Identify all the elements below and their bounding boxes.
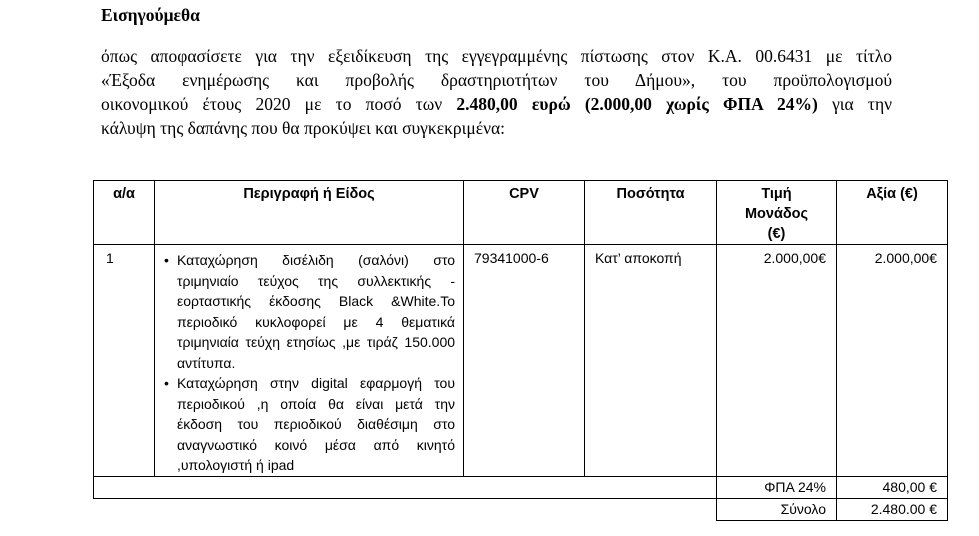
vat-row-spacer (94, 476, 717, 498)
bullet-1-line-1: Καταχώρηση δισέλιδη (σαλόνι) στο (177, 252, 455, 268)
bullet-1-line-2: τριμηνιαίο τεύχος της συλλεκτικής - (177, 272, 455, 289)
paragraph-line-1: όπως αποφασίσετε για την εξειδίκευση της εγγεγραμμένης πίστωσης στον Κ.Α. 00.6431 με τίτλο (101, 46, 892, 66)
header-value: Αξία (€) (837, 181, 948, 245)
bullet-2-line-4: στο αναγνωστικό κοινό μέσα από (177, 416, 455, 453)
row-quantity: Κατ’ αποκοπή (585, 245, 717, 477)
vat-value: 480,00 € (837, 476, 948, 498)
bullet-2-line-5: κινητό ,υπολογιστή ή ipad (177, 436, 455, 473)
table-header-row (94, 181, 948, 245)
header-quantity: Ποσότητα (585, 181, 717, 245)
header-cpv: CPV (464, 181, 585, 245)
row-value: 2.000,00€ (837, 245, 948, 477)
paragraph-line-3-pre: οικονομικού έτους 2020 με το ποσό των (101, 94, 443, 114)
bullet-1-line-4: περιοδικό κυκλοφορεί με 4 θεματικά (177, 313, 455, 330)
items-table (93, 180, 948, 521)
total-label: Σύνολο (717, 498, 837, 520)
bullet-2-line-1: Καταχώρηση στην digital εφαρμογή (177, 375, 422, 391)
paragraph-line-3-post: για την (832, 94, 893, 114)
paragraph-line-2: «Έξοδα ενημέρωσης και προβολής δραστηριοτήτων του Δήμου», του προϋπολογισμού (101, 70, 892, 90)
description-bullet-2 (177, 373, 455, 476)
bullet-1-line-6: 150.000 αντίτυπα. (177, 334, 456, 371)
bullet-2-line-3: την έκδοση του περιοδικού διαθέσιμη (177, 395, 455, 432)
row-unit-price: 2.000,00€ (717, 245, 837, 477)
bullet-2-line-2: του περιοδικού ,η οποία θα είναι μετά (177, 375, 455, 412)
vat-label: ΦΠΑ 24% (717, 476, 837, 498)
row-aa: 1 (94, 245, 155, 477)
total-row-spacer (94, 498, 717, 520)
bullet-1-line-5: τριμηνιαία τεύχη ετησίως ,με τιράζ (177, 334, 398, 350)
table-row (94, 245, 948, 477)
header-unit-price-line-2: Μονάδος (744, 206, 809, 222)
header-unit-price (717, 181, 837, 245)
header-unit-price-line-1: Τιμή (761, 186, 792, 202)
description-bullet-1 (177, 250, 455, 373)
header-aa: α/α (94, 181, 155, 245)
row-description (155, 245, 464, 477)
total-row (94, 498, 948, 520)
paragraph-line-4: κάλυψη της δαπάνης που θα προκύψει και συγκεκριμένα: (101, 118, 506, 138)
total-value: 2.480.00 € (837, 498, 948, 520)
row-cpv: 79341000-6 (464, 245, 585, 477)
amount-bold: 2.480,00 ευρώ (2.000,00 χωρίς ΦΠΑ 24%) (456, 94, 818, 114)
bullet-1-line-3: εορταστικής έκδοσης Black &White.Το (177, 293, 455, 309)
intro-paragraph (101, 44, 892, 140)
heading: Εισηγούμεθα (101, 5, 200, 25)
vat-row (94, 476, 948, 498)
header-description: Περιγραφή ή Είδος (155, 181, 464, 245)
header-unit-price-line-3: (€) (767, 226, 786, 242)
paragraph-line-3 (101, 92, 892, 116)
